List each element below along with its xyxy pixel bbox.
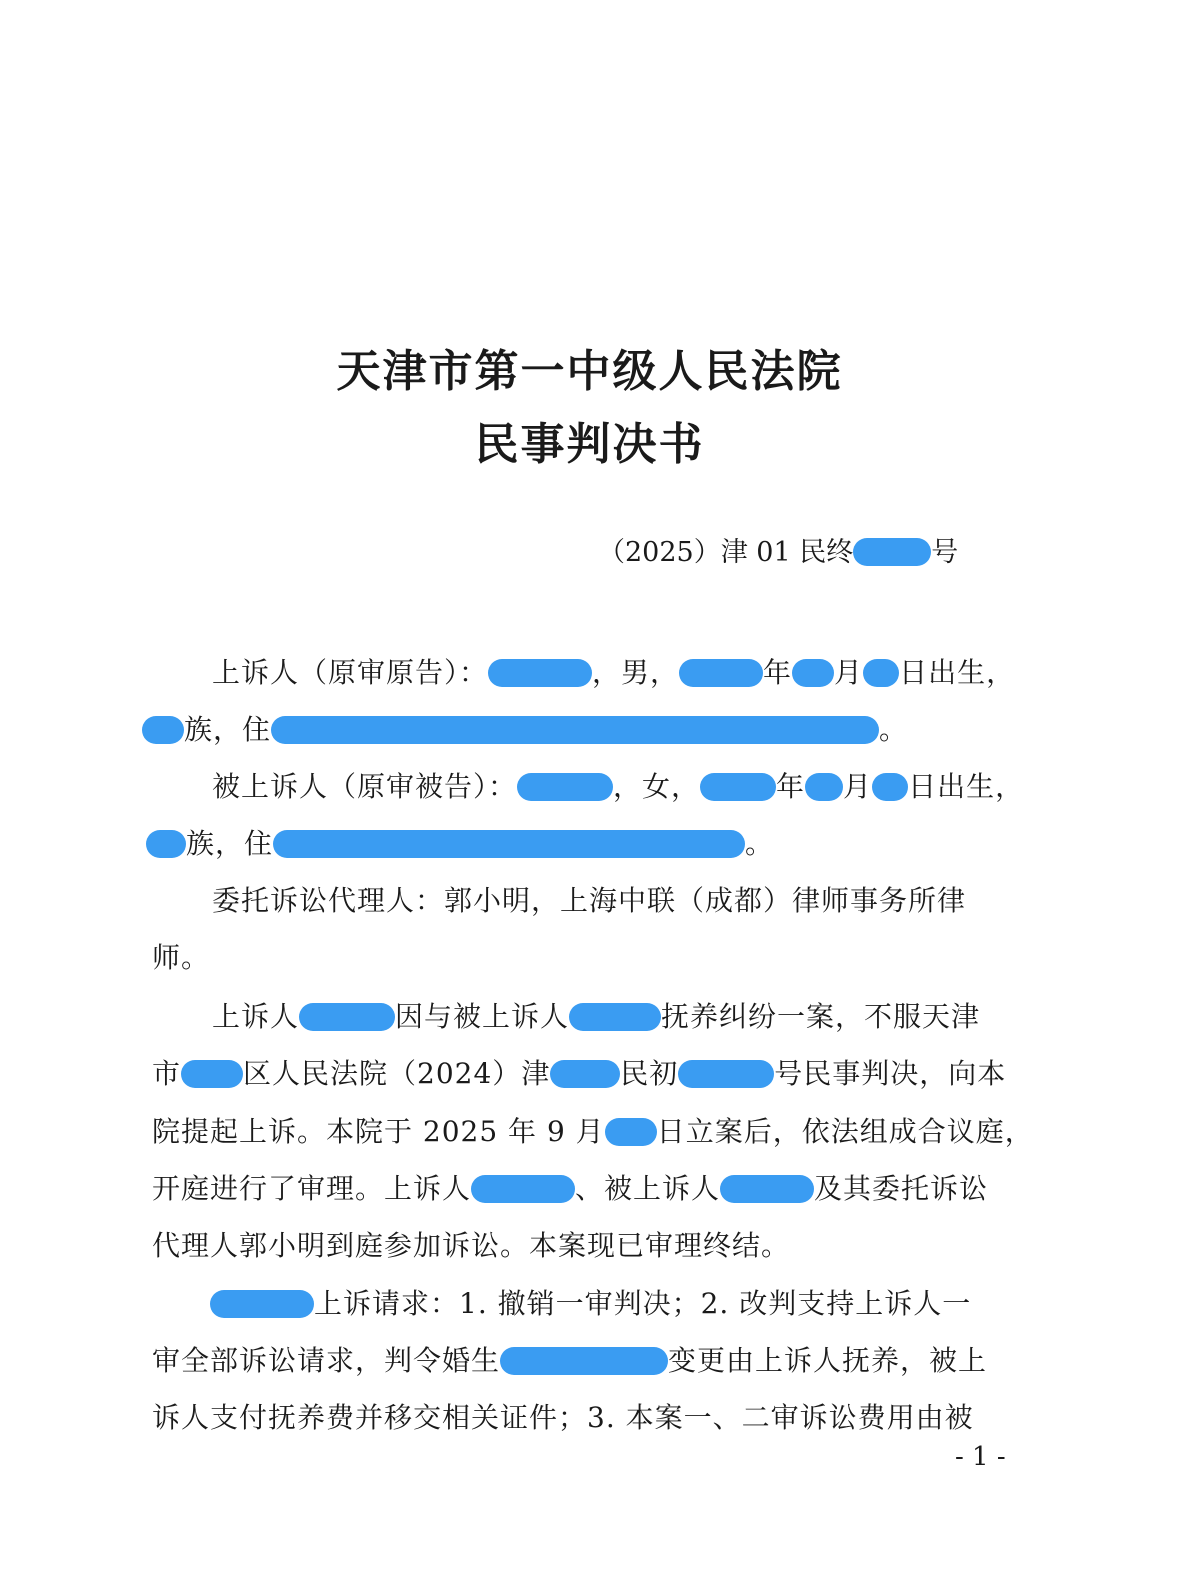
appellee-line-1: 被上诉人（原审被告）： ，女， 年 月 日出生，	[212, 770, 1025, 803]
appellant-line-2: 族，住 。	[142, 708, 908, 748]
appellee-line-2: 族，住 。	[146, 822, 774, 862]
redaction-mark	[142, 716, 184, 744]
redaction-mark	[569, 1003, 661, 1031]
redaction-mark	[700, 773, 776, 801]
redaction-mark	[273, 830, 745, 858]
redaction-mark	[792, 659, 834, 687]
request-line-3: 诉人支付抚养费并移交相关证件；3. 本案一、二审诉讼费用由被	[152, 1401, 974, 1434]
case-number-suffix: 号	[931, 537, 959, 568]
body-line-2: 市 区人民法院（2024）津 民初 号民事判决，向本	[152, 1057, 1007, 1090]
redaction-mark	[863, 659, 899, 687]
case-number	[598, 530, 958, 569]
redaction-mark	[679, 659, 763, 687]
agent-line-2: 师。	[152, 941, 211, 974]
appellant-line-1: 上诉人（原审原告）： ，男， 年 月 日出生，	[212, 656, 1016, 689]
redaction-mark	[471, 1175, 575, 1203]
redaction-mark	[299, 1003, 395, 1031]
redaction-mark	[210, 1290, 314, 1318]
body-line-5: 代理人郭小明到庭参加诉讼。本案现已审理终结。	[152, 1229, 791, 1262]
redaction-mark	[517, 773, 613, 801]
redaction-mark	[146, 830, 186, 858]
redaction-mark	[720, 1175, 814, 1203]
redaction-mark	[271, 716, 879, 744]
page-number: - 1 -	[955, 1442, 1006, 1472]
redaction-mark	[853, 538, 931, 566]
redaction-mark	[488, 659, 592, 687]
body-line-3: 院提起上诉。本院于 2025 年 9 月 日立案后，依法组成合议庭，	[152, 1115, 1034, 1148]
redaction-mark	[805, 773, 843, 801]
redaction-mark	[678, 1060, 774, 1088]
redaction-mark	[605, 1118, 657, 1146]
redaction-mark	[500, 1347, 668, 1375]
body-line-1: 上诉人 因与被上诉人 抚养纠纷一案，不服天津	[212, 1000, 981, 1033]
case-number-prefix: （2025）津 01 民终	[598, 537, 854, 568]
request-line-2: 审全部诉讼请求，判令婚生 变更由上诉人抚养，被上	[152, 1344, 988, 1377]
redaction-mark	[550, 1060, 620, 1088]
document-type: 民事判决书	[474, 419, 705, 470]
redaction-mark	[872, 773, 908, 801]
agent-line-1: 委托诉讼代理人：郭小明，上海中联（成都）律师事务所律	[212, 884, 967, 917]
court-name: 天津市第一中级人民法院	[336, 346, 843, 397]
redaction-mark	[181, 1060, 243, 1088]
body-line-4: 开庭进行了审理。上诉人 、被上诉人 及其委托诉讼	[152, 1172, 989, 1205]
request-line-1: 上诉请求：1. 撤销一审判决；2. 改判支持上诉人一	[210, 1282, 971, 1322]
